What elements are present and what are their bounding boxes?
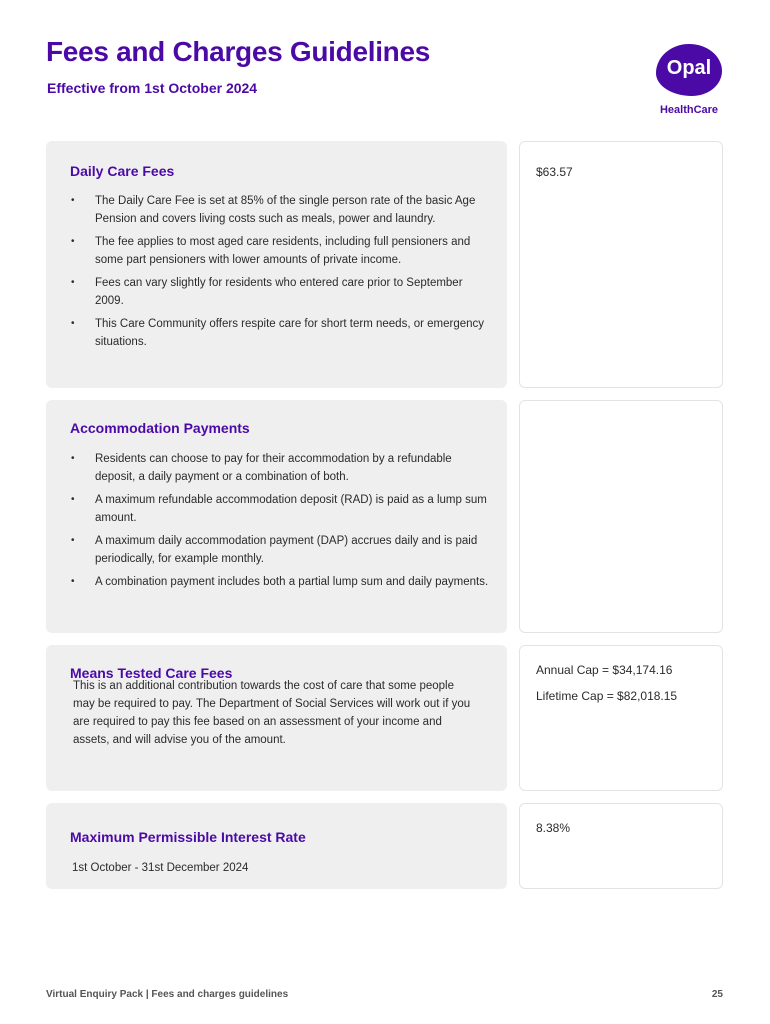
opal-healthcare-logo: [652, 44, 726, 120]
section-title: Maximum Permissible Interest Rate: [70, 829, 306, 845]
interest-period: 1st October - 31st December 2024: [72, 862, 249, 874]
bullet-list: [70, 450, 490, 596]
logo-word: Opal: [666, 57, 712, 79]
footer-text: Virtual Enquiry Pack | Fees and charges guidelines: [46, 989, 289, 1000]
daily-care-fees-value-box: [519, 141, 723, 388]
list-item: • Residents can choose to pay for their accommodation by a refundable deposit, a daily payment or a combination of both.: [70, 450, 490, 486]
accommodation-payments-value-box: [519, 400, 723, 633]
list-item: • A maximum refundable accommodation deposit (RAD) is paid as a lump sum amount.: [70, 491, 490, 527]
list-item: • The Daily Care Fee is set at 85% of the single person rate of the basic Age Pension and covers living costs such as meals, power and laundry.: [70, 192, 490, 228]
section-title: Daily Care Fees: [70, 163, 175, 179]
list-item: • Fees can vary slightly for residents who entered care prior to September 2009.: [70, 274, 490, 310]
page-subtitle: Effective from 1st October 2024: [47, 80, 258, 96]
section-title: Accommodation Payments: [70, 420, 250, 436]
bullet-list: [70, 192, 490, 356]
list-item: • The fee applies to most aged care residents, including full pensioners and some part pensioners with lower amounts of private income.: [70, 233, 490, 269]
logo-subtext: HealthCare: [659, 104, 719, 116]
interest-rate-value-box: [519, 803, 723, 889]
list-item: • This Care Community offers respite care for short term needs, or emergency situations.: [70, 315, 490, 351]
page-title: Fees and Charges Guidelines: [46, 36, 431, 67]
list-item: • A combination payment includes both a partial lump sum and daily payments.: [70, 573, 490, 591]
means-tested-value-box: [519, 645, 723, 791]
annual-cap-value: Annual Cap = $34,174.16: [536, 663, 673, 677]
daily-care-fees-panel: [46, 141, 507, 388]
interest-rate-value: 8.38%: [536, 821, 571, 835]
list-item: • A maximum daily accommodation payment (DAP) accrues daily and is paid periodically, for example monthly.: [70, 532, 490, 568]
accommodation-payments-panel: [46, 400, 507, 633]
fee-value: $63.57: [536, 165, 573, 179]
lifetime-cap-value: Lifetime Cap = $82,018.15: [536, 689, 678, 703]
section-title: Means Tested Care Fees: [70, 665, 233, 681]
interest-rate-panel: [46, 803, 507, 889]
means-tested-care-fees-panel: [46, 645, 507, 791]
page-number: 25: [711, 989, 723, 1000]
section-description: This is an additional contribution towards the cost of care that some people may be required to pay. The Department of Social Services will work out if you are required to pay this fee based on an assessment of your income and assets, and will advise you of the amount.: [73, 680, 471, 746]
